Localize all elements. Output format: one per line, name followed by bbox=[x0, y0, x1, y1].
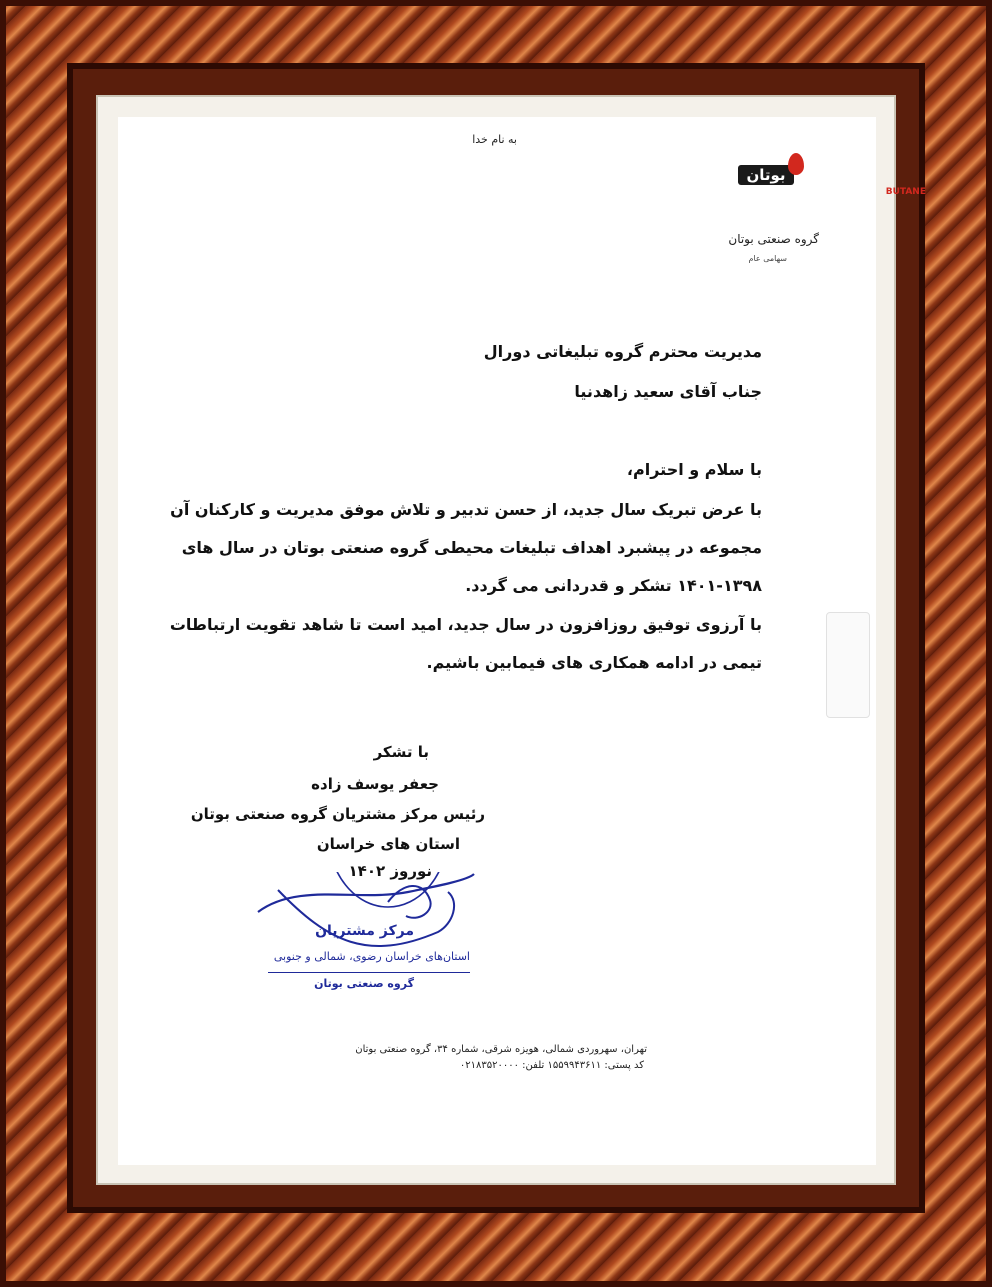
stamp-divider bbox=[268, 972, 470, 973]
signer-name: جعفر یوسف زاده bbox=[311, 775, 439, 793]
stamp-region: استان‌های خراسان رضوی، شمالی و جنوبی bbox=[273, 950, 470, 963]
frame-clip bbox=[826, 612, 870, 718]
stamp-title: مرکز مشتریان bbox=[315, 923, 414, 939]
footer-contact: کد پستی: ۱۵۵۹۹۴۳۶۱۱ تلفن: ۰۲۱۸۳۵۲۰۰۰۰ bbox=[459, 1060, 644, 1071]
body-line: مجموعه در پیشبرد اهداف تبلیغات محیطی گروه صنعتی بوتان در سال های bbox=[181, 538, 762, 557]
logo-text: بوتان bbox=[746, 166, 786, 184]
body-line: با عرض تبریک سال جدید، از حسن تدبیر و تلاش موفق مدیریت و کارکنان آن bbox=[170, 500, 762, 519]
letter-paper bbox=[118, 117, 876, 1165]
signer-region: استان های خراسان bbox=[316, 835, 460, 853]
company-name: گروه صنعتی بوتان bbox=[728, 232, 819, 246]
basmala-header: به نام خدا bbox=[472, 133, 517, 146]
signer-date: نوروز ۱۴۰۲ bbox=[348, 862, 432, 880]
body-line: با آرزوی توفیق روزافزون در سال جدید، امید است تا شاهد تقویت ارتباطات bbox=[169, 615, 762, 634]
recipient-line-2: جناب آقای سعید زاهدنیا bbox=[574, 382, 762, 401]
signoff: با تشکر bbox=[373, 743, 429, 761]
body-line: با سلام و احترام، bbox=[626, 460, 762, 479]
flame-icon bbox=[788, 153, 804, 175]
signer-title: رئیس مرکز مشتریان گروه صنعتی بوتان bbox=[190, 805, 485, 823]
body-line: ۱۴۰۱-۱۳۹۸ تشکر و قدردانی می گردد. bbox=[465, 576, 762, 595]
logo-latin-text: BUTANE bbox=[885, 187, 926, 197]
stamp-company: گروه صنعتی بوتان bbox=[314, 977, 414, 990]
recipient-line-1: مدیریت محترم گروه تبلیغاتی دورال bbox=[483, 342, 762, 361]
company-type: سهامی عام bbox=[748, 254, 787, 263]
logo-wordmark bbox=[738, 165, 793, 185]
body-line: تیمی در ادامه همکاری های فیمابین باشیم. bbox=[426, 653, 762, 672]
company-logo bbox=[716, 165, 816, 185]
footer-address: تهران، سهروردی شمالی، هویزه شرقی، شماره ۳۴، گروه صنعتی بوتان bbox=[355, 1044, 647, 1055]
